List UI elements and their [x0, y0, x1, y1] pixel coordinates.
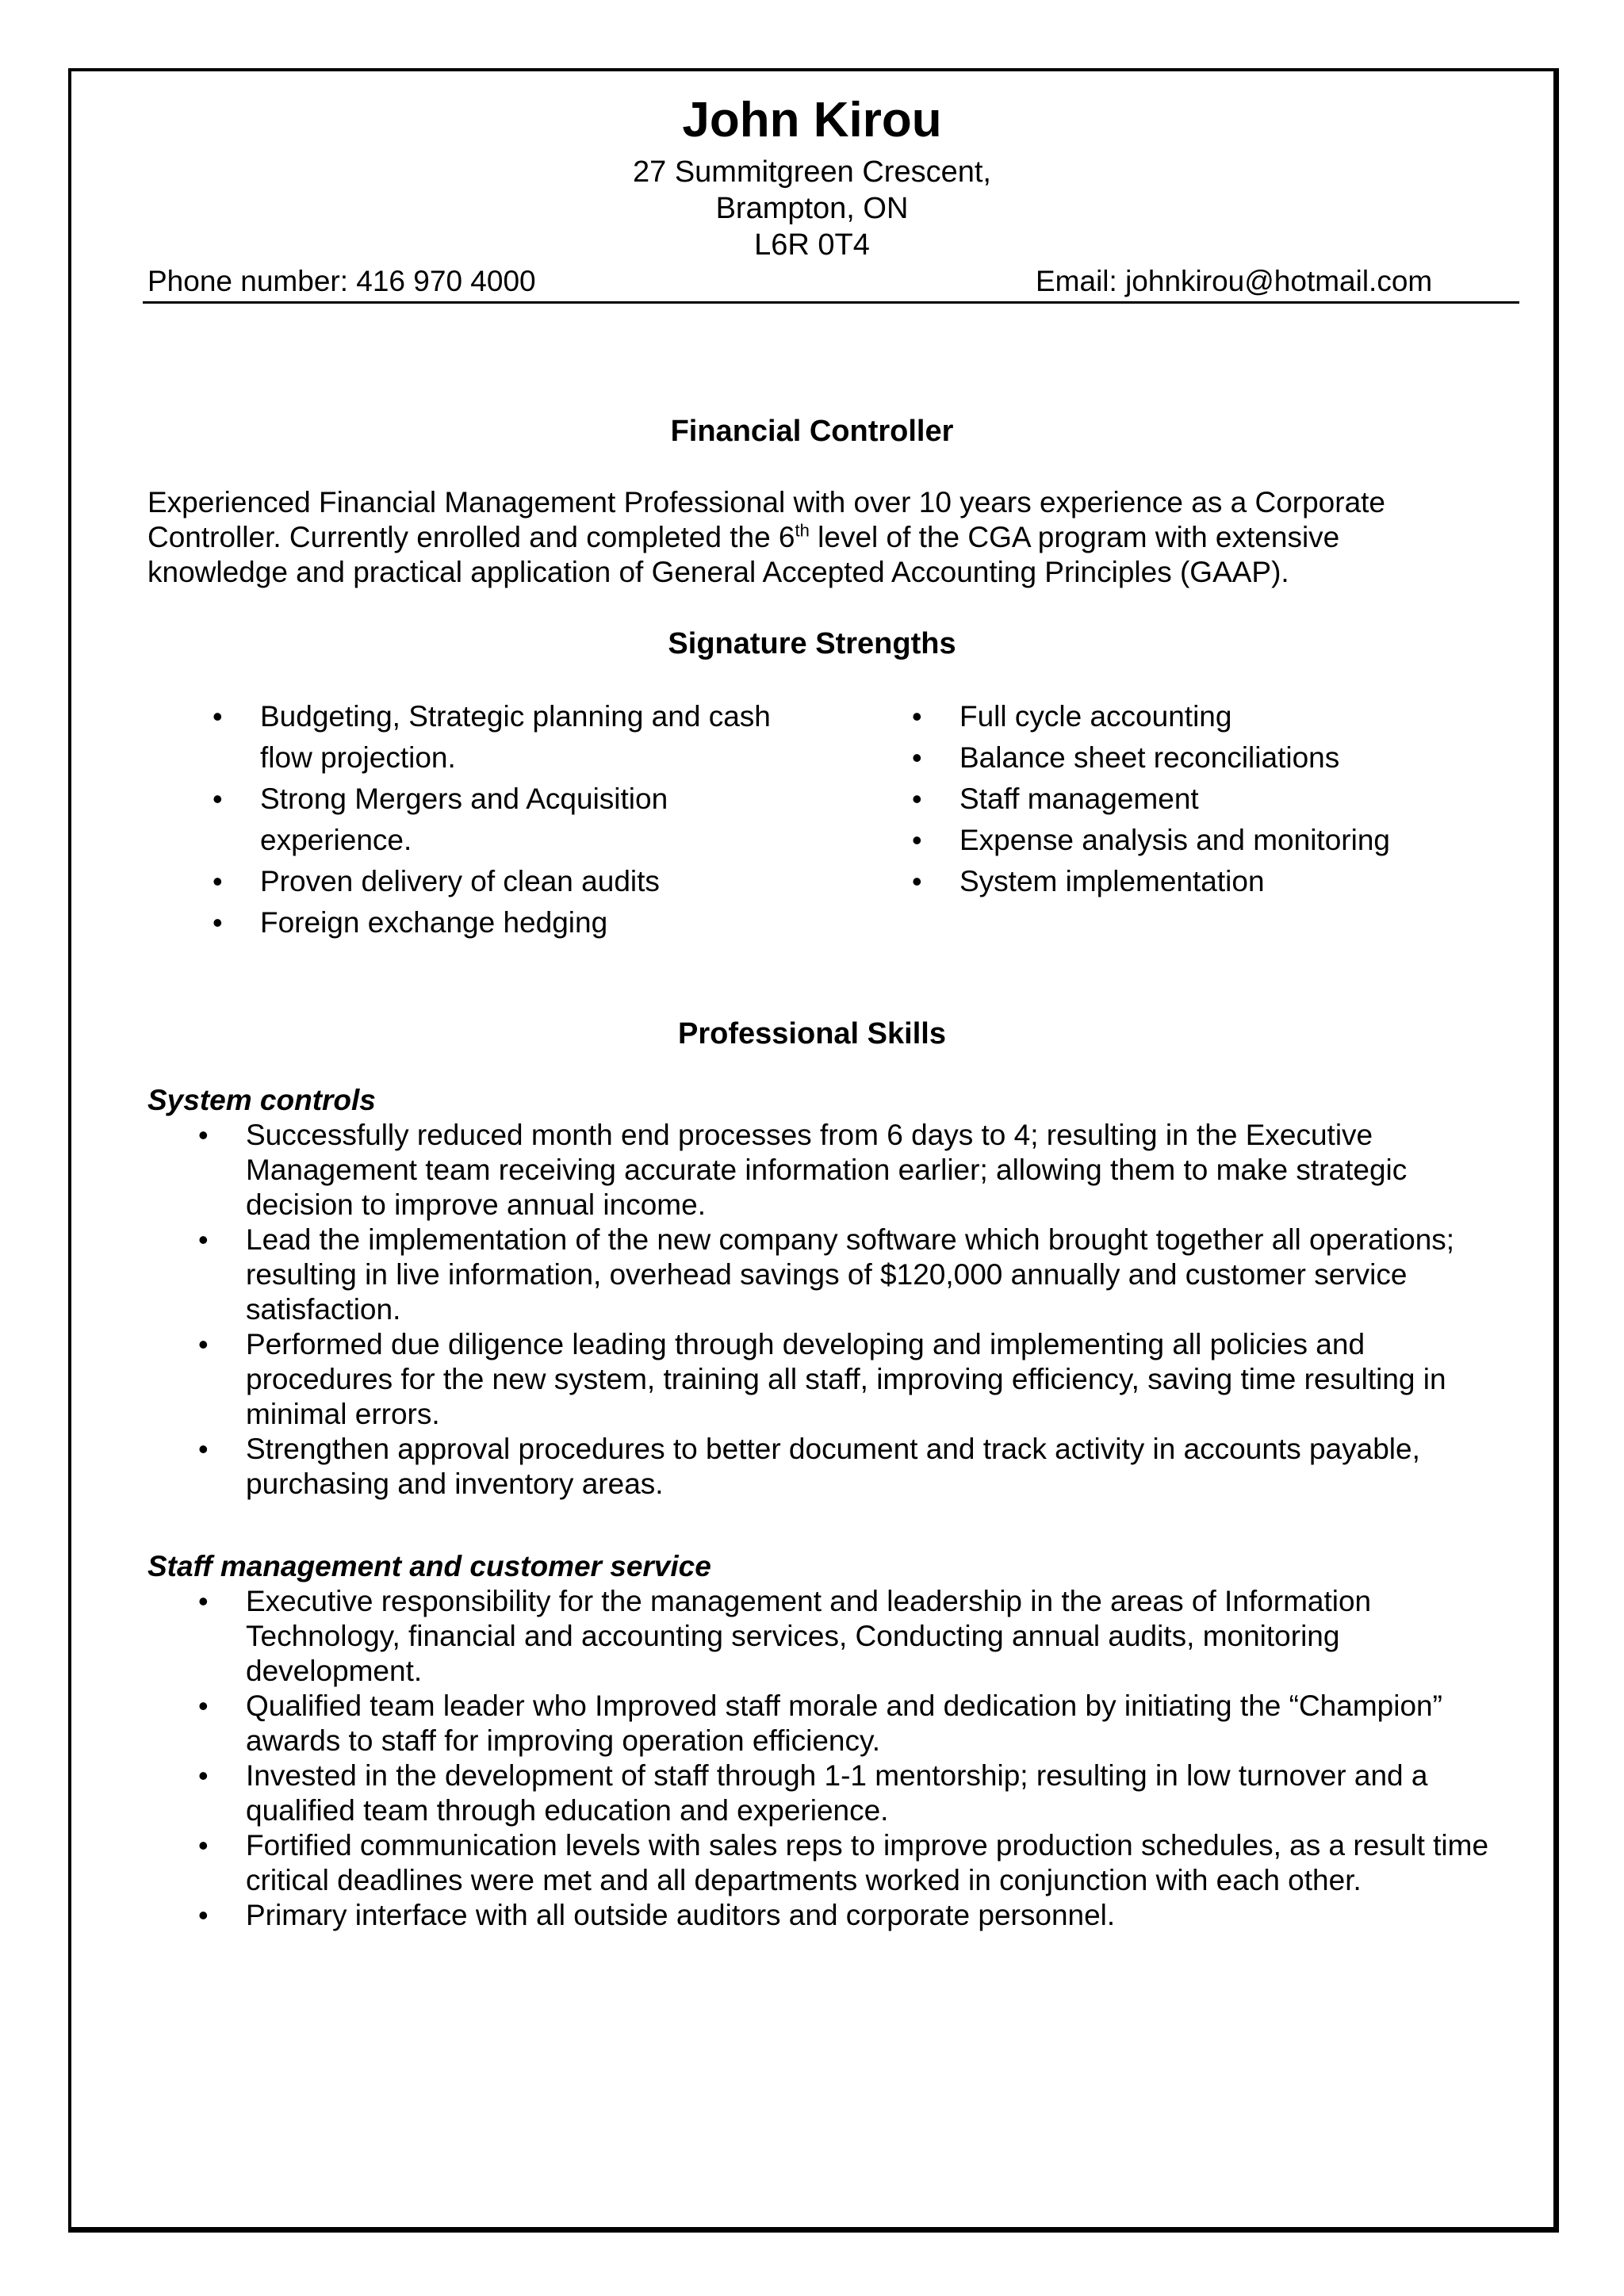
list-item: • Performed due diligence leading through developing and implementing all policies and procedures for the new system, training all staff, improving efficiency, saving time resulting in minimal errors. — [198, 1327, 1499, 1432]
candidate-name: John Kirou — [682, 93, 942, 147]
list-item: • Balance sheet reconciliations — [912, 737, 1515, 779]
address-line-2: Brampton, ON — [715, 192, 909, 225]
professional-summary: Experienced Financial Management Professional with over 10 years experience as a Corporate Controller. Currently enrolled and completed the 6th level of the CGA program with extensive knowledge and practical application of General Accepted Accounting Principles (GAAP). — [147, 486, 1386, 588]
list-item: • Staff management — [912, 779, 1515, 820]
strengths-title: Signature Strengths — [668, 627, 956, 660]
phone-number: Phone number: 416 970 4000 — [147, 265, 536, 297]
list-item: • Fortified communication levels with sales reps to improve production schedules, as a result time critical deadlines were met and all departments worked in conjunction with each other. — [198, 1828, 1499, 1898]
list-item: • Lead the implementation of the new company software which brought together all operations; resulting in live information, overhead savings of $120,000 annually and customer service satisfaction. — [198, 1223, 1499, 1327]
address-line-3: L6R 0T4 — [754, 228, 870, 262]
header-divider — [143, 301, 1519, 304]
list-item: • Strengthen approval procedures to better document and track activity in accounts payable, purchasing and inventory areas. — [198, 1432, 1499, 1502]
list-item: • Qualified team leader who Improved staff morale and dedication by initiating the “Champion” awards to staff for improving operation efficiency. — [198, 1689, 1499, 1758]
contact-line — [147, 263, 1448, 300]
staff-management-heading: Staff management and customer service — [147, 1550, 711, 1582]
list-item: • Foreign exchange hedging — [213, 902, 815, 943]
system-controls-list — [198, 1118, 1499, 1502]
system-controls-heading: System controls — [147, 1084, 376, 1116]
list-item: • Expense analysis and monitoring — [912, 820, 1515, 861]
list-item: • Budgeting, Strategic planning and cash flow projection. — [213, 696, 815, 779]
list-item: • System implementation — [912, 861, 1515, 902]
email-address: Email: johnkirou@hotmail.com — [1036, 265, 1433, 297]
list-item: • Executive responsibility for the management and leadership in the areas of Information Technology, financial and accounting services, Conducting annual audits, monitoring development. — [198, 1584, 1499, 1689]
strengths-right-list — [912, 696, 1515, 902]
list-item: • Successfully reduced month end processes from 6 days to 4; resulting in the Executive Management team receiving accurate information earlier; allowing them to make strategic decision to improve annual income. — [198, 1118, 1499, 1223]
staff-management-list — [198, 1584, 1499, 1933]
list-item: • Invested in the development of staff through 1-1 mentorship; resulting in low turnover and a qualified team through education and experience. — [198, 1758, 1499, 1828]
address-line-1: 27 Summitgreen Crescent, — [633, 155, 991, 189]
strengths-left-list — [213, 696, 815, 943]
list-item: • Full cycle accounting — [912, 696, 1515, 737]
list-item: • Strong Mergers and Acquisition experience. — [213, 779, 815, 861]
list-item: • Primary interface with all outside auditors and corporate personnel. — [198, 1898, 1499, 1933]
skills-title: Professional Skills — [678, 1017, 946, 1050]
objective-title: Financial Controller — [670, 415, 954, 448]
list-item: • Proven delivery of clean audits — [213, 861, 815, 902]
